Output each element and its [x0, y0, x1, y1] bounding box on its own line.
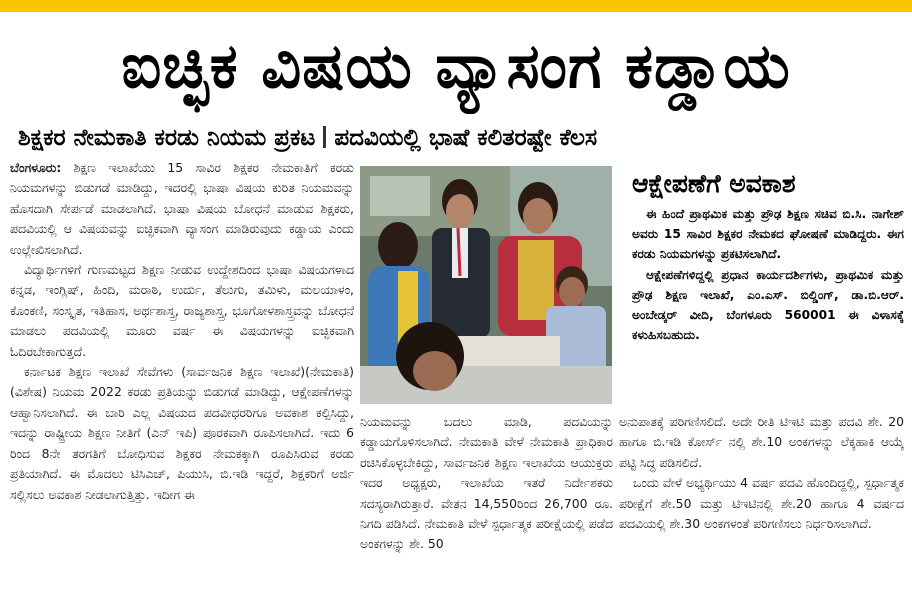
article-right-column: [619, 412, 904, 611]
headline: ಐಚ್ಛಿಕ ವಿಷಯ ವ್ಯಾಸಂಗ ಕಡ್ಡಾಯ: [121, 29, 791, 102]
left-paragraph-1: [10, 158, 354, 260]
subhead-left: ಶಿಕ್ಷಕರ ನೇಮಕಾತಿ ಕರಡು ನಿಯಮ ಪ್ರಕಟ: [18, 125, 316, 151]
left-paragraph-3: ಕರ್ನಾಟಕ ಶಿಕ್ಷಣ ಇಲಾಖೆ ಸೇವೆಗಳು (ಸಾರ್ವಜನಿಕ ಶಿಕ್ಷಣ ಇಲಾಖೆ)(ನೇಮಕಾತಿ)(ವಿಶೇಷ) ನಿಯಮ 2022 ಕರಡು ಪ್ರತಿಯನ್ನು ಬಿಡುಗಡೆ ಮಾಡಿದ್ದು, ಆಕ್ಷೇಪಣೆಗಳನ್ನು ಆಹ್ವಾನಿಸಲಾಗಿದೆ. ಈ ಬಾರಿ ಎಲ್ಲ ವಿಷಯದ ಪದವೀಧರರಿಗೂ ಅವಕಾಶ ಕಲ್ಪಿಸಿದ್ದು, ಇದನ್ನು ರಾಷ್ಟ್ರೀಯ ಶಿಕ್ಷಣ ನೀತಿಗೆ (ಎನ್ ಇಪಿ) ಪೂರಕವಾಗಿ ರೂಪಿಸಲಾಗಿದೆ. ಇದು 6 ರಿಂದ 8ನೇ ತರಗತಿಗೆ ಬೋಧಿಸುವ ಶಿಕ್ಷಕರ ನೇಮಕಕ್ಕಾಗಿ ರೂಪಿಸಿರುವ ಕರಡು ಪ್ರತಿಯಾಗಿದೆ. ಈ ಮೊದಲು ಟಿಸಿಎಚ್, ಪಿಯುಸಿ, ಬಿ.ಇಡಿ ಇದ್ದರೆ, ಶಿಕ್ಷಕರಿಗೆ ಅರ್ಜಿ ಸಲ್ಲಿಸಲು ಅವಕಾಶ ನೀಡಲಾಗುತ್ತಿತ್ತು. ಇದೀಗ ಈ: [10, 364, 354, 502]
article-left-column: [10, 158, 354, 611]
article-middle-column: [360, 412, 613, 611]
left-paragraph-2: ವಿದ್ಯಾರ್ಥಿಗಳಿಗೆ ಗುಣಮಟ್ಟದ ಶಿಕ್ಷಣ ನೀಡುವ ಉದ್ದೇಶದಿಂದ ಭಾಷಾ ವಿಷಯಗಳಾದ ಕನ್ನಡ, ಇಂಗ್ಲಿಷ್, ಹಿಂದಿ, ಮರಾಠಿ, ಉರ್ದು, ತೆಲುಗು, ತಮಿಳು, ಮಲಯಾಳಂ, ಕೊಂಕಣಿ, ಸಂಸ್ಕೃತ, ಇತಿಹಾಸ, ಅರ್ಥಶಾಸ್ತ್ರ, ರಾಜ್ಯಶಾಸ್ತ್ರ, ಭೂಗೋಳಶಾಸ್ತ್ರವನ್ನು ಬೋಧನೆ ಮಾಡಲು ಪದವಿಯಲ್ಲಿ ಮೂರು ವರ್ಷ ಈ ವಿಷಯಗಳನ್ನು ಐಚ್ಛಿಕವಾಗಿ ಓದಿರಬೇಕಾಗುತ್ತದೆ.: [10, 262, 354, 359]
sidebar-box-text: [632, 204, 904, 406]
subhead-right: ಪದವಿಯಲ್ಲಿ ಭಾಷೆ ಕಲಿತರಷ್ಟೇ ಕೆಲಸ: [334, 125, 598, 151]
sidebar-box-title: ಆಕ್ಷೇಪಣೆಗೆ ಅವಕಾಶ: [632, 169, 796, 198]
sidebar-box-paragraph-1: ಈ ಹಿಂದೆ ಪ್ರಾಥಮಿಕ ಮತ್ತು ಪ್ರೌಢ ಶಿಕ್ಷಣ ಸಚಿವ ಬಿ.ಸಿ. ನಾಗೇಶ್ ಅವರು 15 ಸಾವಿರ ಶಿಕ್ಷಕರ ನೇಮಕದ ಘೋಷಣೆ ಮಾಡಿದ್ದರು. ಈಗ ಕರಡು ನಿಯಮಗಳನ್ನು ಪ್ರಕಟಿಸಲಾಗಿದೆ.: [632, 207, 904, 262]
classroom-photo: [360, 166, 612, 404]
middle-paragraph: ನಿಯಮವನ್ನು ಬದಲು ಮಾಡಿ, ಪದವಿಯನ್ನು ಕಡ್ಡಾಯಗೊಳಿಸಲಾಗಿದೆ. ನೇಮಕಾತಿ ವೇಳೆ ನೇಮಕಾತಿ ಪ್ರಾಧಿಕಾರ ರಚಿಸಿಕೊಳ್ಳಬೇಕಿದ್ದು, ಸಾರ್ವಜನಿಕ ಶಿಕ್ಷಣ ಇಲಾಖೆಯ ಆಯುಕ್ತರು ಇದರ ಅಧ್ಯಕ್ಷರು, ಇಲಾಖೆಯ ಇತರೆ ನಿರ್ದೇಶಕರು ಸದಸ್ಯರಾಗಿರುತ್ತಾರೆ. ವೇತನ 14,550ರಿಂದ 26,700 ರೂ. ನಿಗದಿ ಪಡಿಸಿದೆ. ನೇಮಕಾತಿ ವೇಳೆ ಸ್ಪರ್ಧಾತ್ಮಕ ಪರೀಕ್ಷೆಯಲ್ಲಿ ಪಡೆದ ಅಂಕಗಳನ್ನು ಶೇ. 50: [360, 414, 613, 552]
left-paragraph-1-text: ಶಿಕ್ಷಣ ಇಲಾಖೆಯು 15 ಸಾವಿರ ಶಿಕ್ಷಕರ ನೇಮಕಾತಿಗೆ ಕರಡು ನಿಯಮಗಳನ್ನು ಬಿಡುಗಡೆ ಮಾಡಿದ್ದು, ಇದರಲ್ಲಿ ಭಾಷಾ ವಿಷಯ ಕುರಿತ ನಿಯಮವನ್ನು ಹೊಸದಾಗಿ ಸೇರ್ಪಡೆ ಮಾಡಲಾಗಿದೆ. ಭಾಷಾ ವಿಷಯ ಬೋಧನೆ ಮಾಡುವ ಶಿಕ್ಷಕರು, ಪದವಿಯಲ್ಲಿ ಆ ವಿಷಯವನ್ನು ಐಚ್ಛಿಕವಾಗಿ ವ್ಯಾಸಂಗ ಮಾಡಿರುವುದು ಕಡ್ಡಾಯ ಎಂದು ಉಲ್ಲೇಖಿಸಲಾಗಿದೆ.: [10, 160, 354, 257]
top-color-band: [0, 0, 912, 12]
classroom-photo-illustration: [360, 166, 612, 404]
subhead-separator: [323, 126, 326, 148]
subheadline: [18, 120, 902, 156]
right-paragraph-1: ಅನುಪಾತಕ್ಕೆ ಪರಿಗಣಿಸಲಿದೆ. ಅದೇ ರೀತಿ ಟಿಇಟಿ ಮತ್ತು ಪದವಿ ಶೇ. 20 ಹಾಗೂ ಬಿ.ಇಡಿ ಕೋರ್ಸ್ ನಲ್ಲಿ ಶೇ.10 ಅಂಕಗಳನ್ನು ಲೆಕ್ಕಹಾಕಿ ಆಯ್ಕೆ ಪಟ್ಟಿ ಸಿದ್ಧ ಪಡಿಸಲಿದೆ.: [619, 414, 904, 470]
dateline: ಬೆಂಗಳೂರು:: [10, 160, 62, 175]
sidebar-box-paragraph-2: ಆಕ್ಷೇಪಣೆಗಳಿದ್ದಲ್ಲಿ ಪ್ರಧಾನ ಕಾರ್ಯದರ್ಶಿಗಳು, ಪ್ರಾಥಮಿಕ ಮತ್ತು ಪ್ರೌಢ ಶಿಕ್ಷಣ ಇಲಾಖೆ, ಎಂ.ಎಸ್. ಬಿಲ್ಡಿಂಗ್, ಡಾ.ಬಿ.ಆರ್. ಅಂಬೇಡ್ಕರ್ ವೀದಿ, ಬೆಂಗಳೂರು 560001 ಈ ವಿಳಾಸಕ್ಕೆ ಕಳುಹಿಸಬಹುದು.: [632, 267, 904, 343]
right-paragraph-2: ಒಂದು ವೇಳೆ ಅಭ್ಯರ್ಥಿಯು 4 ವರ್ಷ ಪದವಿ ಹೊಂದಿದ್ದಲ್ಲಿ, ಸ್ಪರ್ಧಾತ್ಮಕ ಪರೀಕ್ಷೆಗೆ ಶೇ.50 ಮತ್ತು ಟಿಇಟಿನಲ್ಲಿ ಶೇ.20 ಹಾಗೂ 4 ವರ್ಷದ ಪದವಿಯಲ್ಲಿ ಶೇ.30 ಅಂಕಗಳಂತೆ ಪರಿಗಣಿಸಲು ನಿರ್ಧರಿಸಲಾಗಿದೆ.: [619, 475, 904, 532]
